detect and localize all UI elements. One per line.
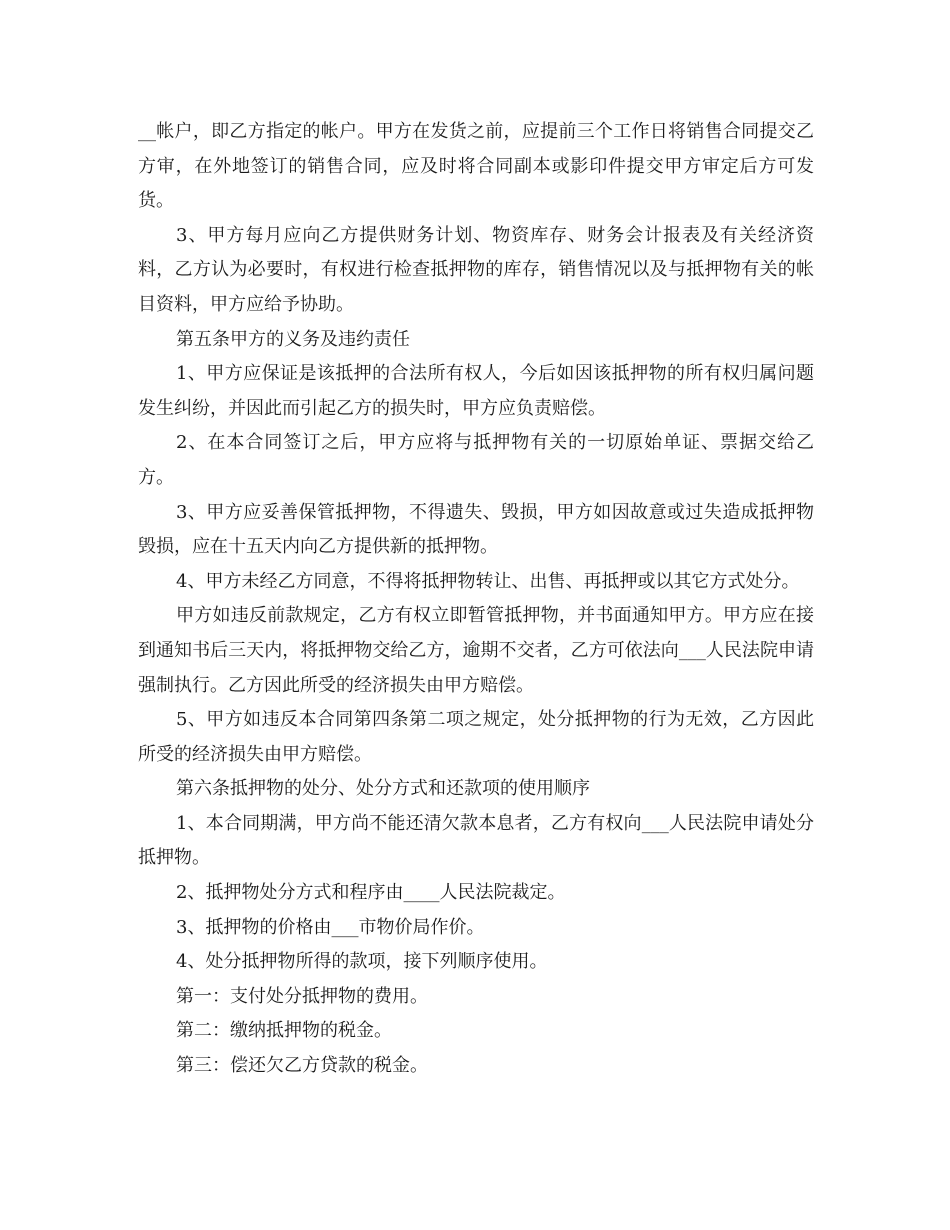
paragraph: 3、甲方每月应向乙方提供财务计划、物资库存、财务会计报表及有关经济资料，乙方认为必要时，有权进行检查抵押物的库存，销售情况以及与抵押物有关的帐目资料，甲方应给予协助。 xyxy=(138,224,814,315)
paragraph: 4、甲方未经乙方同意，不得将抵押物转让、出售、再抵押或以其它方式处分。 xyxy=(176,570,800,592)
paragraph: 第一：支付处分抵押物的费用。 xyxy=(176,985,428,1007)
paragraph: 4、处分抵押物所得的款项，接下列顺序使用。 xyxy=(176,951,548,973)
paragraph: 第三：偿还欠乙方贷款的税金。 xyxy=(176,1055,428,1077)
section-heading: 第六条抵押物的处分、处分方式和还款项的使用顺序 xyxy=(176,778,590,800)
paragraph: 2、抵押物处分方式和程序由____人民法院裁定。 xyxy=(176,882,566,904)
paragraph: 第二：缴纳抵押物的税金。 xyxy=(176,1020,392,1042)
paragraph: 3、甲方应妥善保管抵押物，不得遗失、毁损，甲方如因故意或过失造成抵押物毁损，应在十五天内向乙方提供新的抵押物。 xyxy=(138,501,814,558)
paragraph: 3、抵押物的价格由___市物价局作价。 xyxy=(176,916,485,938)
paragraph: 甲方如违反前款规定，乙方有权立即暂管抵押物，并书面通知甲方。甲方应在接到通知书后三天内，将抵押物交给乙方，逾期不交者，乙方可依法向___人民法院申请强制执行。乙方因此所受的经济损失由甲方赔偿。 xyxy=(138,605,814,696)
section-heading: 第五条甲方的义务及违约责任 xyxy=(176,328,410,350)
document-body xyxy=(138,115,814,1084)
paragraph: 5、甲方如违反本合同第四条第二项之规定，处分抵押物的行为无效，乙方因此所受的经济损失由甲方赔偿。 xyxy=(138,709,814,765)
paragraph: __帐户，即乙方指定的帐户。甲方在发货之前，应提前三个工作日将销售合同提交乙方审，在外地签订的销售合同，应及时将合同副本或影印件提交甲方审定后方可发货。 xyxy=(138,121,814,212)
paragraph: 2、在本合同签订之后，甲方应将与抵押物有关的一切原始单证、票据交给乙方。 xyxy=(138,432,814,488)
paragraph: 1、甲方应保证是该抵押的合法所有权人，今后如因该抵押物的所有权归属问题发生纠纷，并因此而引起乙方的损失时，甲方应负责赔偿。 xyxy=(138,363,814,419)
paragraph: 1、本合同期满，甲方尚不能还清欠款本息者，乙方有权向___人民法院申请处分抵押物。 xyxy=(138,812,814,869)
